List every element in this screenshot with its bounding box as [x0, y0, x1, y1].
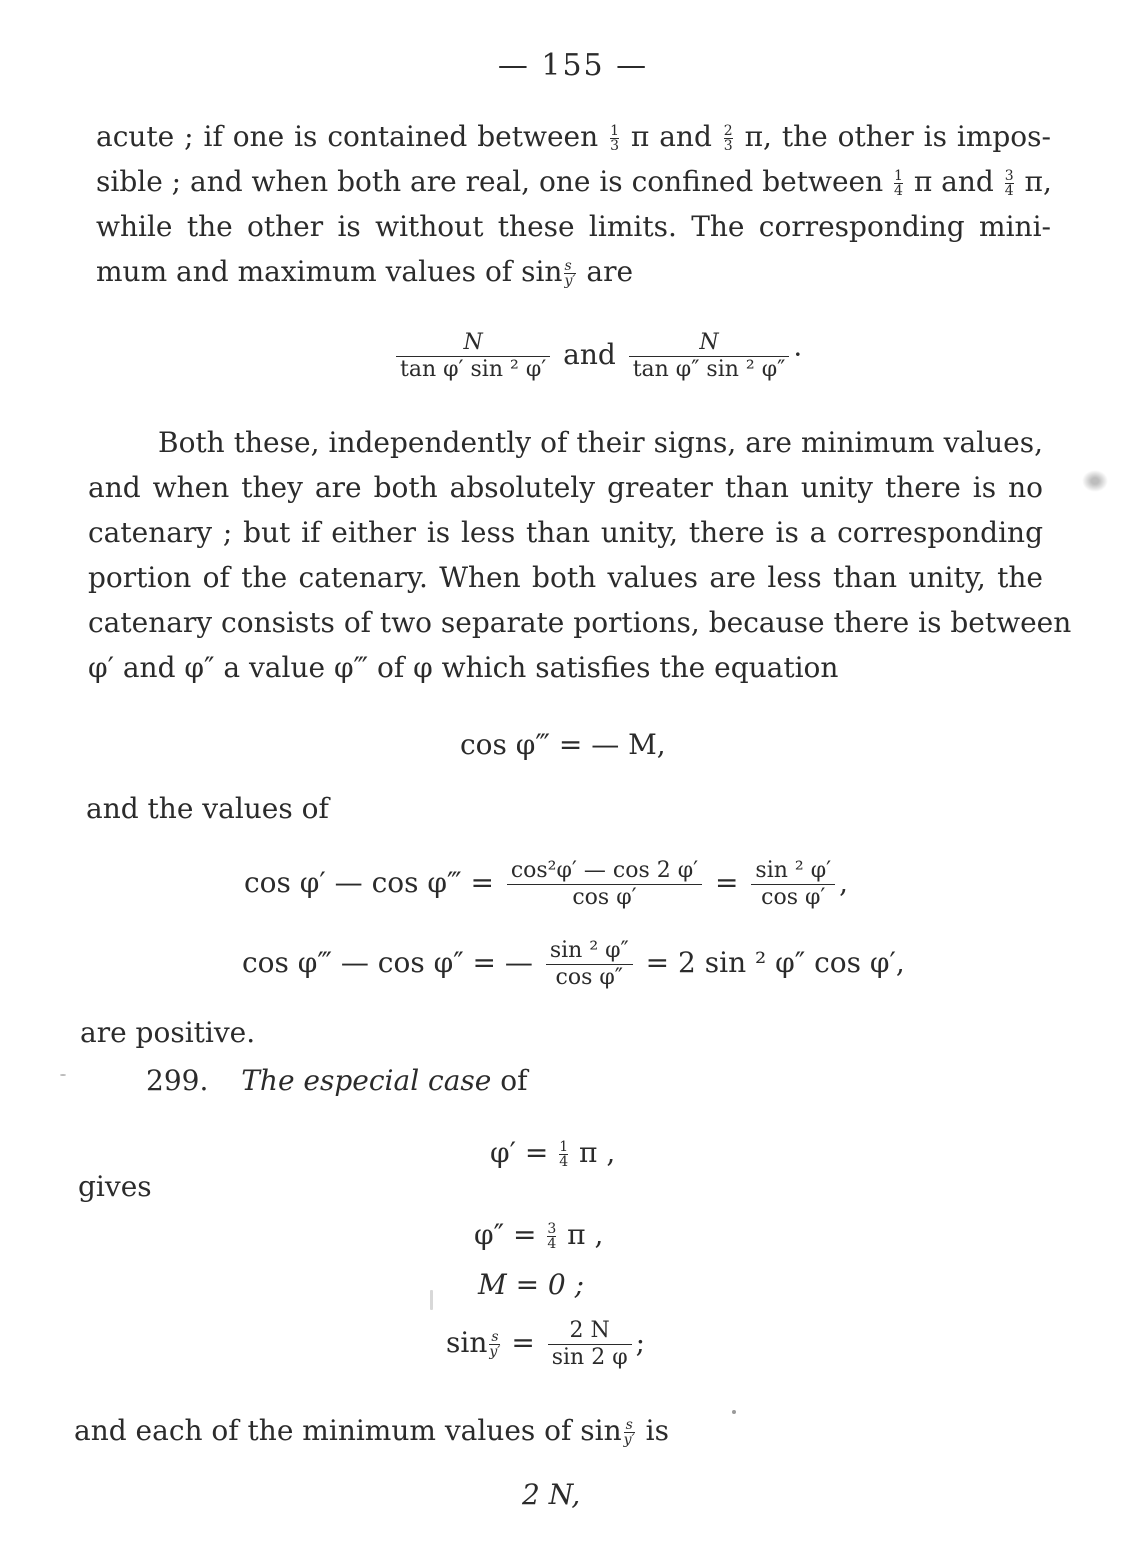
text-segment: are positive. — [80, 1016, 256, 1049]
equals-sign: = — [715, 866, 739, 899]
fraction-first — [507, 858, 702, 911]
text-segment: is — [636, 1414, 669, 1447]
text-segment: and each of the minimum values of sin — [74, 1414, 622, 1447]
text-segment: φ′ and φ″ a value φ‴ of φ which satisfies the equation — [88, 651, 839, 684]
paragraph-5 — [146, 1058, 528, 1103]
fraction-numerator: 1 — [610, 123, 619, 139]
fraction — [546, 938, 633, 991]
fraction-three-quarters — [547, 1222, 556, 1251]
equals-sign: = — [502, 1326, 535, 1359]
equation-text: 2 N, — [522, 1478, 581, 1511]
text-line — [96, 249, 1051, 294]
text-segment: catenary consists of two separate portions, because there is between — [88, 606, 1072, 639]
equation-sin-ratio — [446, 1318, 645, 1371]
equation-two-n — [522, 1478, 580, 1511]
equation-rhs: = 2 sin ² φ″ cos φ′, — [645, 946, 905, 979]
text-segment: Both these, independently of their signs, are minimum values, — [158, 426, 1043, 459]
fraction-second — [629, 330, 790, 383]
text-segment: are — [577, 255, 634, 288]
equation-cos-phi-triple — [460, 728, 666, 761]
fraction-denominator: y′ — [623, 1432, 635, 1448]
fraction-denominator: 4 — [547, 1236, 557, 1252]
fraction-denominator: 4 — [559, 1154, 569, 1170]
text-line — [88, 465, 1043, 510]
paragraph-1 — [96, 114, 1051, 294]
equation-phi-prime — [490, 1136, 615, 1169]
text-segment: mum and maximum values of sin — [96, 255, 563, 288]
equation-lhs: cos φ′ — cos φ‴ = — [244, 866, 494, 899]
fraction-numerator: s — [564, 259, 575, 274]
text-line — [96, 159, 1051, 204]
text-line — [96, 204, 1051, 249]
fraction-denominator: 3 — [723, 138, 733, 154]
fraction-denominator: sin 2 φ — [551, 1345, 628, 1370]
text-segment: π, — [1015, 165, 1052, 198]
fraction-numerator: 3 — [1004, 168, 1014, 184]
fraction-numerator: sin ² φ″ — [546, 938, 633, 965]
fraction-denominator: 4 — [1004, 183, 1014, 199]
text-segment: while the other is without these limits. The corresponding mini- — [96, 210, 1051, 243]
fraction-numerator: N — [396, 330, 550, 357]
fraction-numerator: N — [629, 330, 790, 357]
equation-punctuation: , — [839, 866, 849, 899]
equation-difference-1 — [244, 858, 848, 911]
text-line — [88, 600, 1072, 645]
text-segment: catenary ; but if either is less than unity, there is a corresponding — [88, 516, 1043, 549]
fraction-one-quarter — [894, 169, 903, 198]
sin-s-over-y-fraction — [564, 259, 575, 288]
fraction-denominator: y′ — [489, 1344, 501, 1360]
fraction-three-quarters — [1005, 169, 1014, 198]
fraction-first — [396, 330, 550, 383]
paragraph-6 — [78, 1164, 152, 1209]
scan-speck — [60, 1074, 66, 1076]
scan-speck — [1082, 470, 1108, 492]
fraction-denominator: cos φ″ — [555, 965, 624, 990]
fraction-denominator: tan φ′ sin ² φ′ — [400, 357, 547, 382]
sin-s-over-y-fraction — [624, 1418, 635, 1447]
equation-text: M = 0 ; — [478, 1268, 585, 1301]
text-segment: portion of the catenary. When both values are less than unity, the — [88, 561, 1043, 594]
fraction-denominator: y′ — [564, 273, 576, 289]
section-number: 299. — [146, 1064, 209, 1097]
equation-lhs: cos φ‴ — cos φ″ = — — [242, 946, 533, 979]
text-line — [88, 420, 1043, 465]
equation-m-zero — [478, 1268, 584, 1301]
scan-speck — [430, 1290, 433, 1310]
fraction-numerator: 1 — [559, 1139, 569, 1155]
equation-min-max — [392, 330, 802, 383]
fraction-numerator: s — [491, 1329, 499, 1345]
paragraph-7 — [74, 1408, 669, 1453]
text-line — [88, 555, 1043, 600]
equation-phi-double-prime — [474, 1218, 603, 1251]
text-line — [88, 510, 1043, 555]
paragraph-4 — [80, 1010, 255, 1055]
fraction-denominator: 4 — [894, 183, 903, 199]
fraction-denominator: cos φ′ — [761, 885, 826, 910]
sin-s-over-y-fraction — [489, 1330, 500, 1359]
paragraph-2 — [88, 420, 1072, 690]
fraction-denominator: cos φ′ — [572, 885, 637, 910]
text-segment: π and — [620, 120, 722, 153]
fraction-denominator: tan φ″ sin ² φ″ — [632, 357, 786, 382]
equation-difference-2 — [242, 938, 905, 991]
text-line — [96, 114, 1051, 159]
text-line — [88, 645, 1043, 690]
fraction-numerator: sin ² φ′ — [751, 858, 835, 885]
section-heading: The especial case — [241, 1064, 492, 1097]
equation-rhs: π , — [570, 1136, 616, 1169]
fraction-numerator: 2 — [723, 123, 733, 139]
fraction-one-quarter — [559, 1140, 568, 1169]
page-number: — 155 — — [497, 48, 649, 83]
fraction — [548, 1318, 632, 1371]
text-segment: acute ; if one is contained between — [96, 120, 609, 153]
text-segment: gives — [78, 1170, 152, 1203]
fraction-two-thirds — [724, 124, 733, 153]
fraction-second — [751, 858, 835, 911]
equation-lhs: φ″ = — [474, 1218, 546, 1251]
fraction-numerator: s — [625, 1417, 633, 1433]
paragraph-3 — [86, 786, 329, 831]
conjunction-and: and — [563, 338, 616, 371]
text-segment: and the values of — [86, 792, 329, 825]
fraction-numerator: 3 — [547, 1221, 557, 1237]
text-segment: and when they are both absolutely greater than unity there is no — [88, 471, 1043, 504]
equation-punctuation: · — [793, 338, 803, 371]
fraction-denominator: 3 — [610, 138, 619, 154]
text-segment: π, the other is impos- — [734, 120, 1051, 153]
text-segment: sible ; and when both are real, one is confined between — [96, 165, 893, 198]
equation-punctuation: ; — [635, 1326, 646, 1359]
fraction-numerator: cos²φ′ — cos 2 φ′ — [507, 858, 702, 885]
equation-lhs: φ′ = — [490, 1136, 558, 1169]
equation-rhs: π , — [558, 1218, 604, 1251]
fraction-numerator: 2 N — [548, 1318, 632, 1345]
equation-text: cos φ‴ = — M, — [460, 728, 666, 761]
equation-lhs: sin — [446, 1326, 488, 1359]
scan-speck — [732, 1410, 736, 1414]
fraction-numerator: 1 — [894, 168, 903, 184]
text-segment: π and — [904, 165, 1003, 198]
text-segment: of — [491, 1064, 528, 1097]
fraction-one-third — [610, 124, 619, 153]
